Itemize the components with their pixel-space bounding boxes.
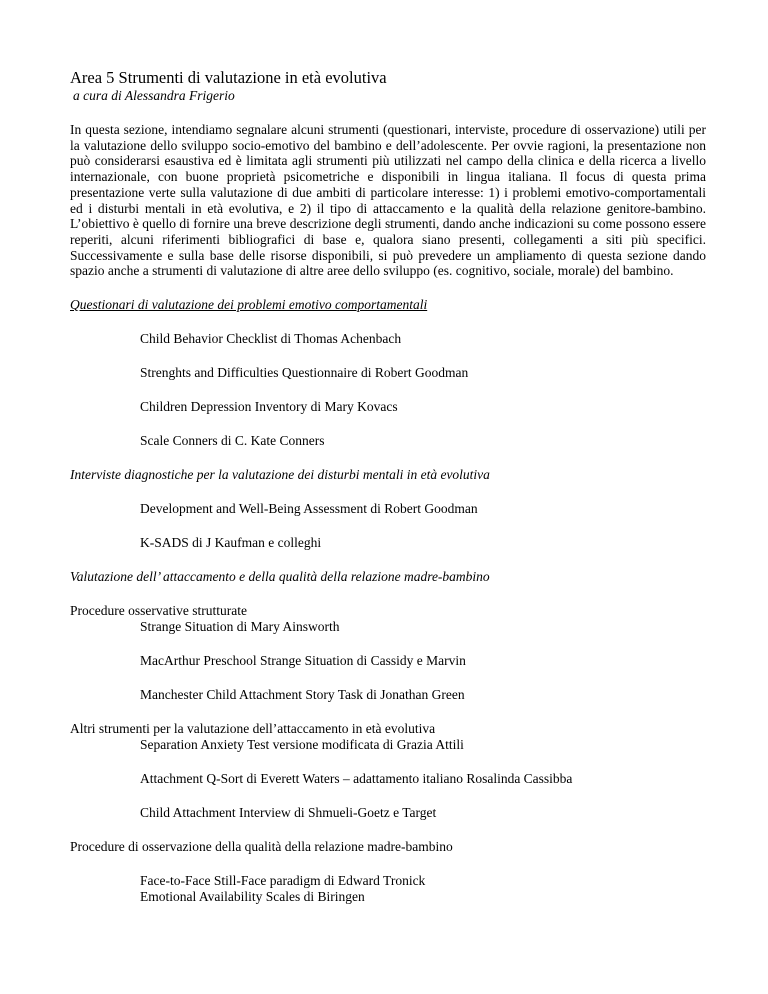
subsection-label-osservazione: Procedure di osservazione della qualità della relazione madre-bambino (70, 839, 453, 855)
list-item: Development and Well-Being Assessment di Robert Goodman (140, 501, 478, 517)
page-title: Area 5 Strumenti di valutazione in età evolutiva (70, 68, 387, 87)
list-item: Strenghts and Difficulties Questionnaire di Robert Goodman (140, 365, 469, 381)
list-item: Strange Situation di Mary Ainsworth (140, 619, 340, 635)
list-item: Child Behavior Checklist di Thomas Achenbach (140, 331, 402, 347)
list-item: K-SADS di J Kaufman e colleghi (140, 535, 322, 551)
list-item: Scale Conners di C. Kate Conners (140, 433, 325, 449)
list-item: Emotional Availability Scales di Biringen (140, 889, 365, 905)
document-page (70, 68, 706, 905)
subsection-label-procedure: Procedure osservative strutturate (70, 603, 247, 619)
list-item: Child Attachment Interview di Shmueli-Goetz e Target (140, 805, 437, 821)
list-item: MacArthur Preschool Strange Situation di Cassidy e Marvin (140, 653, 466, 669)
section-heading-attaccamento: Valutazione dell’ attaccamento e della qualità della relazione madre-bambino (70, 569, 490, 585)
list-item: Attachment Q-Sort di Everett Waters – adattamento italiano Rosalinda Cassibba (140, 771, 573, 787)
section-heading-questionari: Questionari di valutazione dei problemi emotivo comportamentali (70, 297, 428, 313)
list-item: Children Depression Inventory di Mary Kovacs (140, 399, 398, 415)
list-item: Separation Anxiety Test versione modificata di Grazia Attili (140, 737, 464, 753)
intro-paragraph: In questa sezione, intendiamo segnalare alcuni strumenti (questionari, interviste, procedure di osservazione) utili per la valutazione dello sviluppo socio-emotivo del bambino e dell’adolescente. Per ovvie ragioni, la presentazione non può considerarsi esaustiva ed è limitata agli strumenti più utilizzati nel campo della clinica e della ricerca a livello internazionale, con buone proprietà psicometriche e disponibili in lingua italiana. Il focus di questa prima presentazione verte sulla valutazione di due ambiti di particolare interesse: 1) i problemi emotivo-comportamentali ed i disturbi mentali in età evolutiva, e 2) il tipo di attaccamento e la qualità della relazione genitore-bambino. L’obiettivo è quello di fornire una breve descrizione degli strumenti, dando anche indicazioni su come possono essere reperiti, alcuni riferimenti bibliografici di base e, qualora siano presenti, collegamenti a siti più specifici. Successivamente e sulla base delle risorse disponibili, si può prevedere un ampliamento di questa sezione dando spazio anche a strumenti di valutazione di altre aree dello sviluppo (es. cognitivo, sociale, morale) del bambino. (70, 122, 706, 279)
page-subtitle: a cura di Alessandra Frigerio (73, 88, 235, 103)
list-item: Face-to-Face Still-Face paradigm di Edward Tronick (140, 873, 426, 889)
list-item: Manchester Child Attachment Story Task di Jonathan Green (140, 687, 465, 703)
section-heading-interviste: Interviste diagnostiche per la valutazione dei disturbi mentali in età evolutiva (70, 467, 490, 483)
subsection-label-altri: Altri strumenti per la valutazione dell’attaccamento in età evolutiva (70, 721, 436, 737)
